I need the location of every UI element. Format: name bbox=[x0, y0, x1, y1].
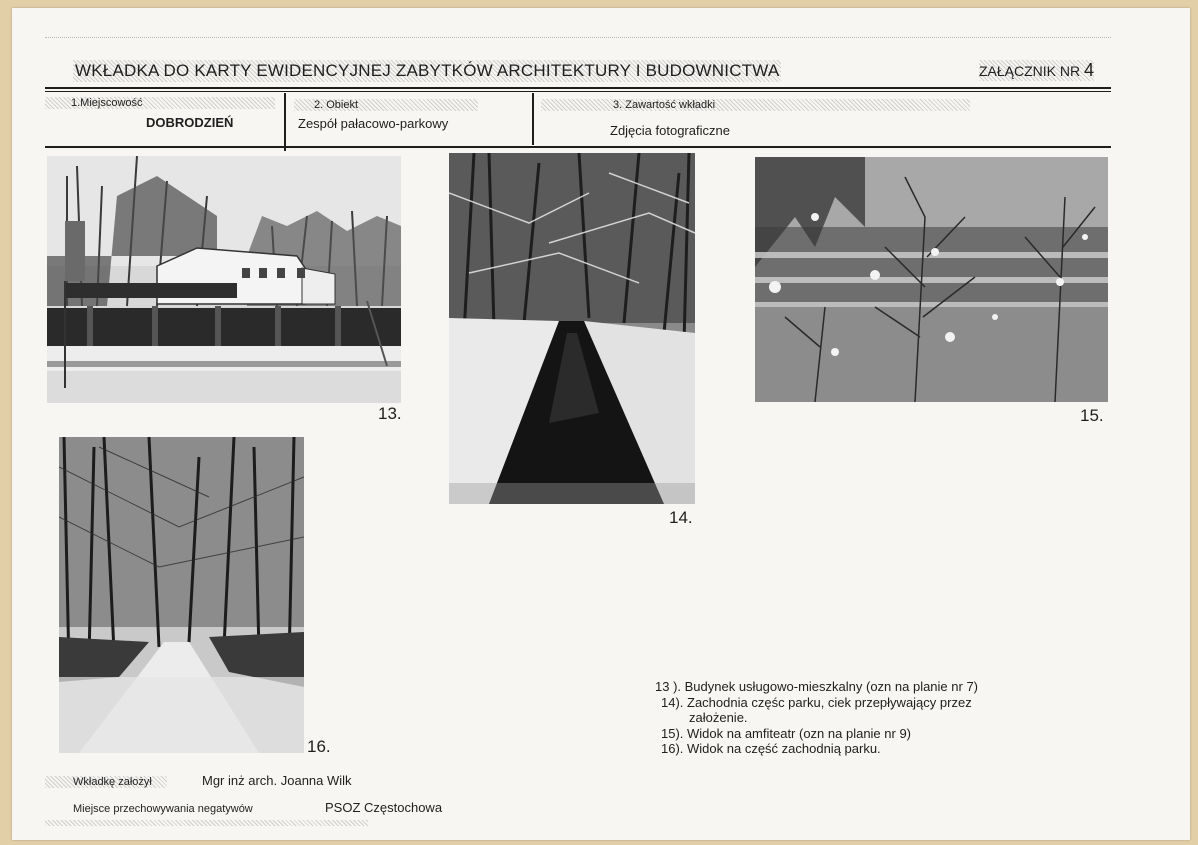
photo-16-number: 16. bbox=[307, 737, 331, 756]
caption-16: 16). Widok na część zachodnią parku. bbox=[661, 741, 881, 756]
caption-15: 15). Widok na amfiteatr (ozn na planie nr 9) bbox=[661, 725, 912, 741]
author-label: Wkładkę założył bbox=[73, 776, 152, 788]
author-label-bar bbox=[45, 776, 167, 788]
photo-15-amphitheatre bbox=[755, 157, 1108, 402]
caption-14-continued: założenie. bbox=[689, 710, 748, 725]
annex-marker bbox=[979, 60, 1094, 81]
header-rule-top-thin bbox=[45, 91, 1111, 92]
object-label: 2. Obiekt bbox=[314, 99, 359, 111]
caption-13: 13 ). Budynek usługowo-mieszkalny (ozn na planie nr 7) bbox=[655, 679, 979, 694]
top-dotted-line bbox=[45, 37, 1111, 38]
annex-number: 4 bbox=[1084, 60, 1095, 80]
header-rule-top bbox=[45, 87, 1111, 89]
storage-value: PSOZ Częstochowa bbox=[325, 800, 443, 815]
object-label-bar bbox=[294, 99, 478, 111]
photo-13-number: 13. bbox=[378, 404, 402, 423]
field-divider-1 bbox=[284, 93, 286, 151]
photo-16-forest-path bbox=[59, 437, 304, 753]
document-title: WKŁADKA DO KARTY EWIDENCYJNEJ ZABYTKÓW ARCHITEKTURY I BUDOWNICTWA bbox=[75, 61, 780, 80]
photo-14-stream bbox=[449, 153, 695, 504]
storage-label: Miejsce przechowywania negatywów bbox=[73, 803, 253, 815]
header-rule-bottom bbox=[45, 146, 1111, 148]
content-label-bar bbox=[541, 99, 970, 111]
caption-14: 14). Zachodnia częśc parku, ciek przepływający przez bbox=[661, 694, 972, 710]
photo-captions bbox=[655, 679, 978, 757]
author-value: Mgr inż arch. Joanna Wilk bbox=[202, 773, 352, 788]
photo-15-number: 15. bbox=[1080, 406, 1104, 425]
locality-label-bar bbox=[45, 97, 275, 109]
content-label: 3. Zawartość wkładki bbox=[613, 99, 716, 111]
object-value: Zespół pałacowo-parkowy bbox=[298, 116, 449, 131]
annex-label: ZAŁĄCZNIK NR bbox=[979, 63, 1081, 79]
field-divider-2 bbox=[532, 93, 534, 145]
locality-label: 1.Miejscowość bbox=[71, 97, 143, 109]
content-value: Zdjęcia fotograficzne bbox=[610, 123, 730, 138]
locality-value: DOBRODZIEŃ bbox=[146, 115, 234, 130]
photo-14-number: 14. bbox=[669, 508, 693, 527]
footer-hatch-bar bbox=[45, 820, 368, 826]
photo-13-building bbox=[47, 156, 401, 403]
